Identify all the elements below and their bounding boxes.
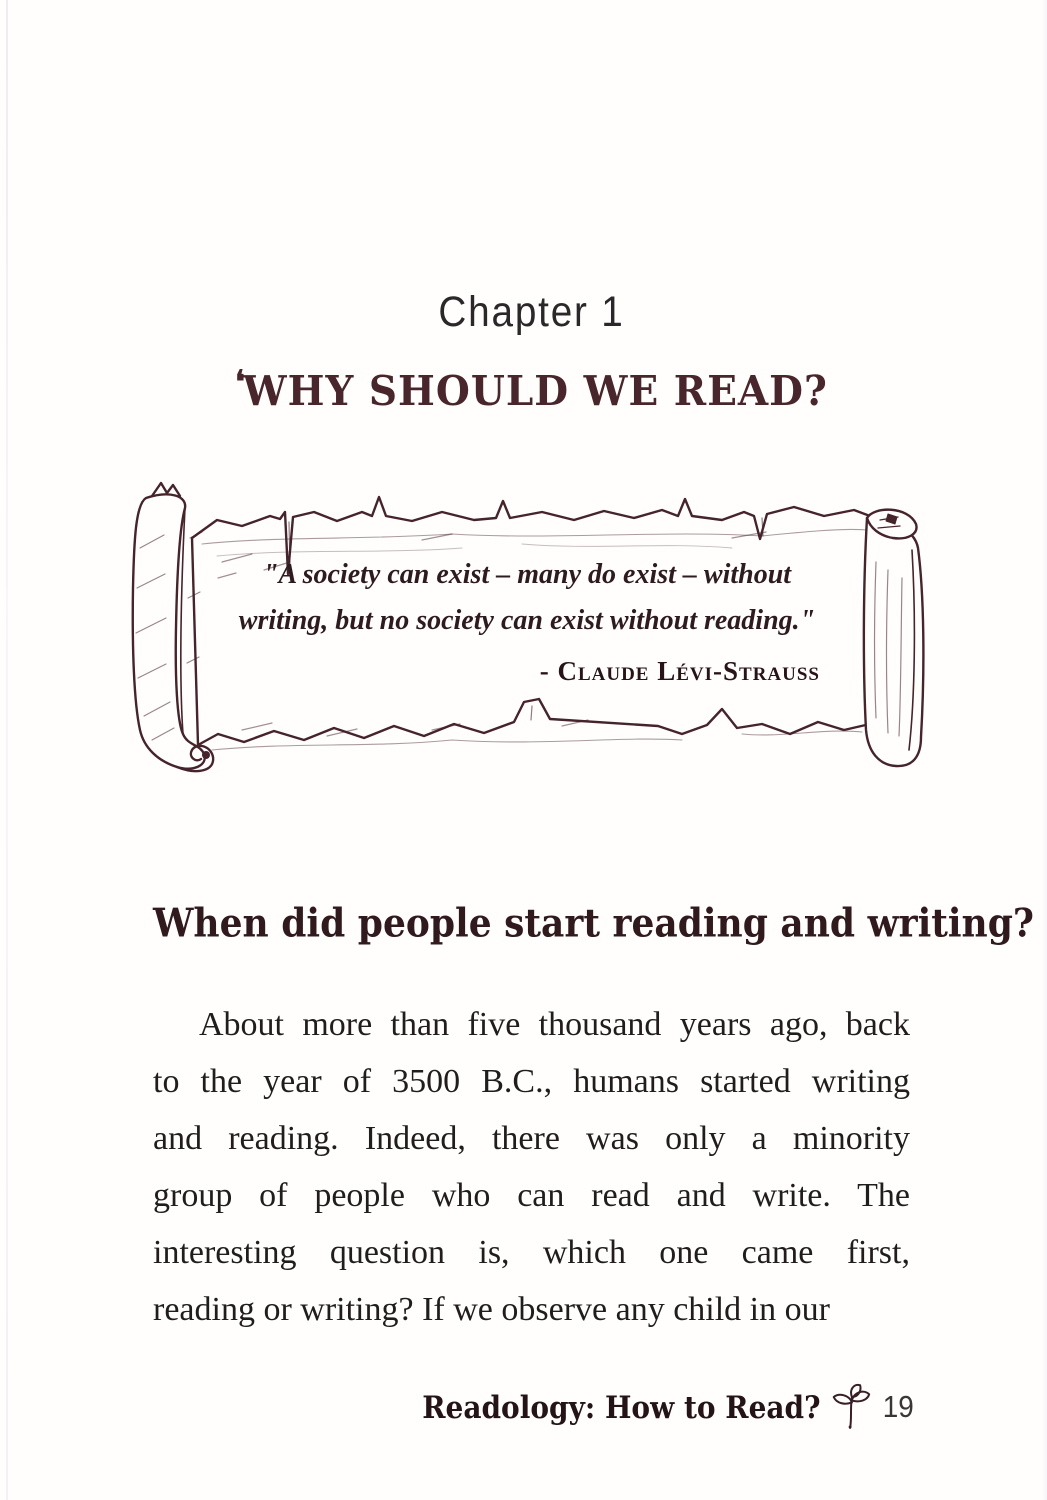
quote-line-1: "A society can exist – many do exist – without xyxy=(262,559,792,590)
footer-book-title: Readology: How to Read? xyxy=(422,1388,821,1426)
chapter-title-text: WHY SHOULD WE READ? xyxy=(242,367,828,416)
body-line: group of people who can read and write. The xyxy=(153,1177,910,1214)
footer-page-number: 19 xyxy=(882,1389,914,1424)
body-paragraph xyxy=(153,996,910,1338)
quote-line-2: writing, but no society can exist without reading." xyxy=(238,605,816,636)
chapter-label: Chapter 1 xyxy=(438,288,625,336)
body-line: to the year of 3500 B.C., humans started writing xyxy=(153,1063,910,1100)
scan-edge-artifact-right xyxy=(1042,0,1047,1500)
section-heading: When did people start reading and writing? xyxy=(153,901,1034,947)
body-line: About more than five thousand years ago, back xyxy=(199,1006,910,1043)
scan-edge-artifact xyxy=(6,0,8,1500)
body-line: and reading. Indeed, there was only a minority xyxy=(153,1120,910,1157)
chapter-title xyxy=(153,364,910,415)
body-line: interesting question is, which one came first, xyxy=(153,1234,910,1271)
page-footer xyxy=(422,1383,915,1431)
sprout-icon xyxy=(831,1383,871,1431)
quote-attribution: - Claude Lévi-Strauss xyxy=(539,656,820,686)
body-line: reading or writing? If we observe any child in our xyxy=(153,1291,830,1328)
quote-block xyxy=(192,552,862,694)
title-swash-ornament: ❛ xyxy=(235,364,246,401)
quote-scroll-illustration xyxy=(122,478,932,778)
